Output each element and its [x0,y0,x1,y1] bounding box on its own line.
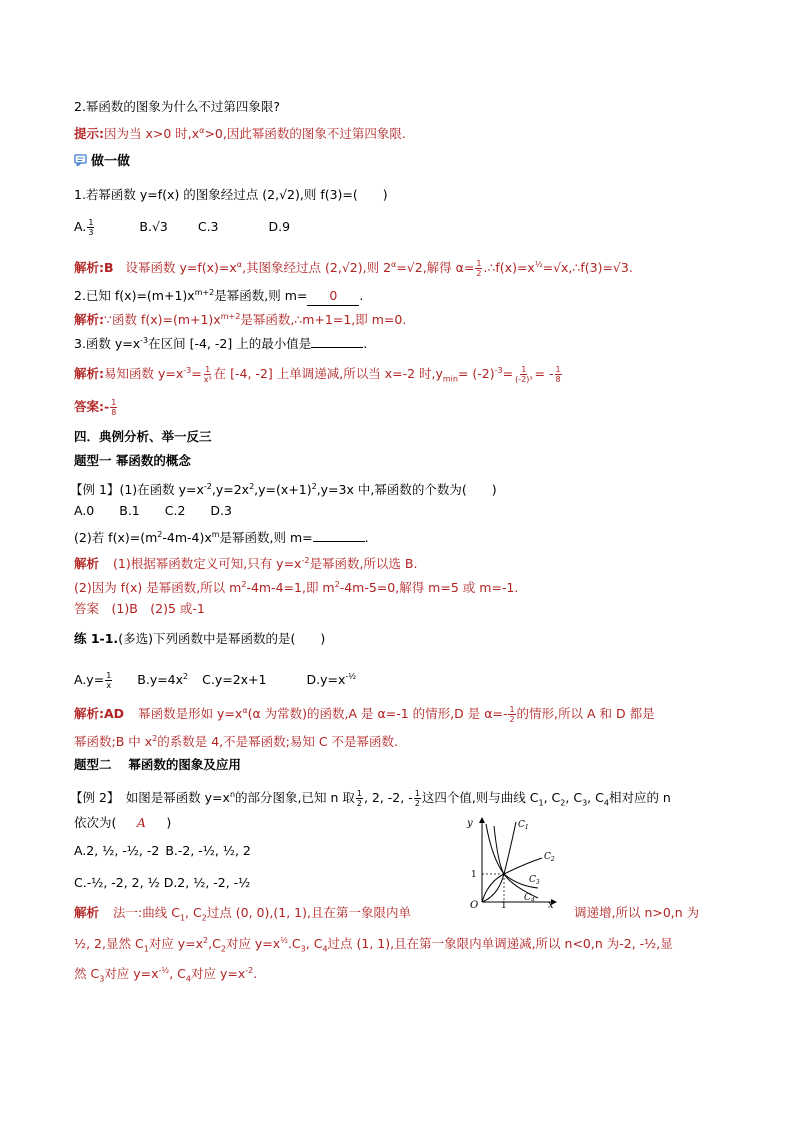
ex2-sol1-right: 调递增,所以 n>0,n 为 [574,905,700,920]
sup: 2 [311,482,317,491]
try3-sol-d: = (-2) [457,366,495,382]
ex1-answer: 答案 (1)B (2)5 或-1 [74,601,205,616]
try3-sol-label: 解析: [74,366,104,382]
hint-text-b: >0,因此幂函数的图象不过第四象限. [204,126,406,142]
try1-sol-a: 设幂函数 y=f(x)=x [125,260,237,276]
ex2-options-cd [74,874,250,892]
try3-sol-b: = [191,366,202,382]
try2-q-a: 2.已知 f(x)=(m+1)x [74,288,195,304]
try1-q-b: ),则 f(3)=( ) [295,187,388,202]
ex1-1-options [74,668,356,690]
try1-sol-b: ,其图象经过点 (2,√2),则 2 [242,260,392,276]
sup: -2 [301,556,310,565]
sup: -½ [345,672,356,681]
try1-sol-d: .∴f(x)=x [483,260,535,276]
try1-q-a: 1.若幂函数 y=f(x) 的图象经过点 (2, [74,187,280,202]
ex2-sol2-d: 对应 y=x [225,936,281,952]
ex2-question [70,786,671,813]
power-function-figure [458,814,574,910]
sub: 3 [300,944,306,954]
try2-sol-a: ∵函数 f(x)=(m+1)x [104,312,221,328]
try1-opt-d: D.9 [268,219,291,234]
try1-q-sqrt: √2 [279,187,295,202]
ex2-sol1 [74,904,411,928]
frac [555,365,562,384]
ex1-sol1-b: 是幂函数,所以选 B. [309,556,418,572]
sup: 2 [157,530,163,539]
frac-num: 1 [509,705,515,715]
ex1-1-sol1-c: 的情形,所以 A 和 D 都是 [516,706,655,722]
try2-sol-label: 解析: [74,312,104,328]
note-icon [74,154,87,166]
frac [414,789,421,808]
try3-q-a: 3.函数 y=x [74,336,141,352]
section-try [74,152,130,171]
tick-1-y-label: 1 [471,870,477,880]
sup: 2 [183,672,189,681]
sup: 2 [249,482,255,491]
try2-sol-b: 是幂函数,∴m+1=1,即 m=0. [240,312,407,328]
sup: -2 [245,966,254,975]
sup: 2 [241,580,247,589]
try2-q-c: . [359,288,364,304]
sup: ½ [280,936,288,945]
frac [356,789,363,808]
question-2 [74,98,280,116]
curve-c4-label: $C_4$ [524,893,535,904]
ex1-1-opt-b: B.y=4x [137,672,184,688]
ex1-1-sol2-b: 的系数是 4,不是幂函数;易知 C 不是幂函数. [157,734,398,750]
ex2-q-g: , C [587,790,604,806]
frac-num: 1 [106,671,112,681]
ex1-sol1 [74,552,417,573]
ex1-1-opt-c: C.y=2x+1 [202,672,267,688]
try1-sol-label: 解析:B [74,260,114,276]
ex1-q2-d: . [364,530,369,546]
ex1-1-opt-a: A.y= [74,672,105,688]
sup: α [236,260,243,269]
ex2-sol3-d: 对应 y=x [190,966,246,982]
question-2-text: 2.幂函数的图象为什么不过第四象限? [74,99,281,114]
ex1-q1-c: ,y=(x+1) [254,482,312,498]
ex2-q2-a: 依次为( [74,815,117,830]
curve-c1-label: $C_1$ [518,820,529,831]
frac [475,259,482,278]
try3-q-c: . [363,336,368,352]
ex1-q1-d: ,y=3x 中,幂函数的个数为( ) [316,482,497,498]
ex2-sol1-b: , C [185,905,202,920]
origin-label: O [470,900,479,910]
section-try-title: 做一做 [90,154,130,169]
ex1-sol2 [74,576,518,597]
ex1-sol2-b: -4m-4=1,即 m [246,580,335,596]
try1-question [74,186,388,204]
ex2-sol2-f: , C [305,936,323,952]
hint-sup: α [199,126,205,135]
sup: -2 [203,482,212,491]
try2-answer-blank[interactable]: 0 [307,287,359,306]
try2-q-b: 是幂函数,则 m= [214,288,308,304]
sub: 4 [603,798,609,808]
frac-num: 1 [414,789,420,799]
ex1-1-sol1-a: 幂函数是形如 y=x [138,706,243,722]
frac-num: 1 [555,365,561,375]
ex2-sol1-a: 法一:曲线 C [113,905,180,920]
hint-label: 提示: [74,126,104,142]
sub: 2 [201,913,207,923]
ex1-1-sol1-b: (α 为常数)的函数,A 是 α=-1 的情形,D 是 α=- [247,706,508,722]
try1-opt-a-label: A. [74,219,87,234]
try1-opt-a-frac [87,218,94,237]
ex2-sol2-c: ,C [208,936,221,952]
sup: m [211,530,220,539]
curve-c2-label: $C_2$ [544,852,555,863]
ex1-q1-b: ,y=2x [211,482,250,498]
ex1-1-sol2-a: 幂函数;B 中 x [74,734,153,750]
frac-den: (-2)³ [515,375,533,385]
ex1-q2-a: (2)若 f(x)=(m [74,530,158,546]
ex1-1-opt-d: D.y=x [306,672,346,688]
ex2-opt-c: C.-½, -2, 2, ½ [74,875,160,890]
sub: 3 [99,974,105,984]
frac-den: 8 [111,408,117,417]
ex2-opt-b: B.-2, -½, ½, 2 [165,843,251,858]
sup: α [242,706,248,715]
ex2-sol3-e: . [253,966,258,982]
ex1-q2-c: 是幂函数,则 m= [219,530,313,546]
sup: α [391,260,397,269]
frac-den: x³ [203,375,212,385]
try3-question [74,332,367,353]
ex1-options: A.0 B.1 C.2 D.3 [74,503,232,518]
frac-num: 1 [111,398,117,407]
frac-num: 1 [88,218,94,227]
ex1-sol-label: 解析 [74,556,100,572]
sub: 1 [179,913,186,923]
sup: -3 [494,366,503,375]
frac [514,365,533,384]
sub: 1 [538,798,544,808]
sup: -3 [140,336,149,345]
y-axis-label: y [467,818,473,829]
frac-den: x [106,681,112,691]
try1-opt-b: B.√3 [139,219,168,234]
ex2-opt-d: D.2, ½, -2, -½ [163,875,251,890]
ex1-1-sol2 [74,730,398,751]
sub: 1 [143,944,149,954]
try1-options [74,218,290,237]
sub: 4 [322,944,328,954]
section-4-title: 四．典例分析、举一反三 [74,429,212,444]
ex1-sol2-c: -4m-5=0,解得 m=5 或 m=-1. [339,580,519,596]
frac-den: 2 [509,715,515,725]
try3-ans-label: 答案:- [74,399,110,414]
ex1-label: 【例 1】 [70,482,120,498]
ex1-1-label: 练 1-1. [74,631,119,646]
ex2-sol2-e: .C [287,936,301,952]
frac [105,671,112,690]
ex2-q-b: 的部分图象,已知 n 取 [235,790,355,806]
ex2-opt-a: A.2, ½, -½, -2 [74,843,160,858]
sub: 3 [582,798,588,808]
ex1-sol2-a: (2)因为 f(x) 是幂函数,所以 m [74,580,242,596]
ex1-q2 [74,526,369,547]
frac-num: 1 [205,365,211,375]
ex2-sol3-a: 然 C [74,966,100,982]
ex2-q-e: , C [543,790,561,806]
ex2-label: 【例 2】 [70,790,114,806]
ex2-sol-label: 解析 [74,905,100,920]
ex1-q1-a: (1)在函数 y=x [119,482,204,498]
frac [508,705,515,724]
try3-sol-e: = [502,366,514,382]
try3-sol-f: = - [534,366,554,382]
sub: min [442,374,458,384]
ex2-q-a: 如图是幂函数 y=x [113,790,230,806]
ex2-options-ab [74,842,251,860]
ex2-sol2-g: 过点 (1, 1),且在第一象限内单调递减,所以 n<0,n 为-2, -½,显 [327,936,673,952]
try3-sol-a: 易知函数 y=x [104,366,184,382]
frac-den: 8 [555,375,561,385]
try3-q-b: 在区间 [-4, -2] 上的最小值是 [148,336,312,352]
hint-line [74,122,406,143]
try1-sol-c: =√2,解得 α= [396,260,475,276]
frac-den: 2 [476,269,482,279]
sub: 2 [220,944,226,954]
sup: -½ [158,966,170,975]
sup: 2 [152,734,158,743]
try1-sol-e: =√x,∴f(3)=√3. [542,260,633,276]
frac-num: 1 [476,259,482,269]
try2-solution [74,308,406,329]
try3-solution [74,362,563,389]
topic-1-title: 题型一 幂函数的概念 [74,453,191,468]
ex2-sol3-c: , C [169,966,186,982]
frac-den: 2 [356,799,362,809]
ex2-sol2 [74,932,673,959]
ex1-1-q: (多选)下列函数中是幂函数的是( ) [118,631,326,646]
ex2-sol2-a: ½, 2,显然 C [74,936,144,952]
ex2-answer[interactable]: A [136,815,146,830]
ex1-sol1-a: (1)根据幂函数定义可知,只有 y=x [113,556,302,572]
frac [203,365,213,384]
ex1-q2-b: -4m-4)x [162,530,212,546]
sup: m+2 [194,288,215,297]
curve-c3-label: $C_3$ [529,875,540,886]
sup: 2 [203,936,209,945]
ex1-answer-blank[interactable] [313,541,365,542]
sub: 4 [185,974,191,984]
frac [110,398,117,417]
try2-question [74,284,363,306]
frac-num: 1 [356,789,362,799]
sup: 2 [334,580,340,589]
sup: ½ [534,260,543,269]
ex2-q-c: , 2, -2, - [363,790,413,806]
try3-answer-blank[interactable] [311,347,363,348]
ex2-question-2 [74,814,171,832]
hint-text-a: 因为当 x>0 时,x [104,126,200,142]
sup: m+2 [220,312,241,321]
ex2-q-f: , C [565,790,583,806]
frac-num: 1 [521,365,527,375]
ex2-q-d: 这四个值,则与曲线 C [421,790,539,806]
ex2-sol3-b: 对应 y=x [104,966,159,982]
try1-solution [74,256,633,278]
tick-1-x-label: 1 [501,901,507,910]
sup: -3 [183,366,192,375]
frac-den: 2 [414,799,420,809]
sub: 2 [560,798,566,808]
ex2-q2-b: ) [166,815,172,830]
ex1-1-sol1 [74,702,655,724]
try1-opt-c: C.3 [197,219,219,234]
try3-sol-c: 在 [-4, -2] 上单调递减,所以当 x=-2 时,y [213,366,443,382]
x-axis-label: x [548,900,554,910]
ex2-sol2-b: 对应 y=x [148,936,204,952]
ex1-1-sol-label: 解析:AD [74,706,125,722]
ex1-1-question [74,630,325,648]
topic-2-title: 题型二 幂函数的图象及应用 [74,757,241,772]
frac-den: 3 [88,228,94,237]
sup: n [229,790,236,799]
ex2-sol1-c: 过点 (0, 0),(1, 1),且在第一象限内单 [206,905,411,920]
ex2-sol3 [74,962,257,989]
ex1-q1 [70,478,497,499]
try3-answer [74,398,118,417]
ex2-q-h: 相对应的 n [608,790,671,806]
